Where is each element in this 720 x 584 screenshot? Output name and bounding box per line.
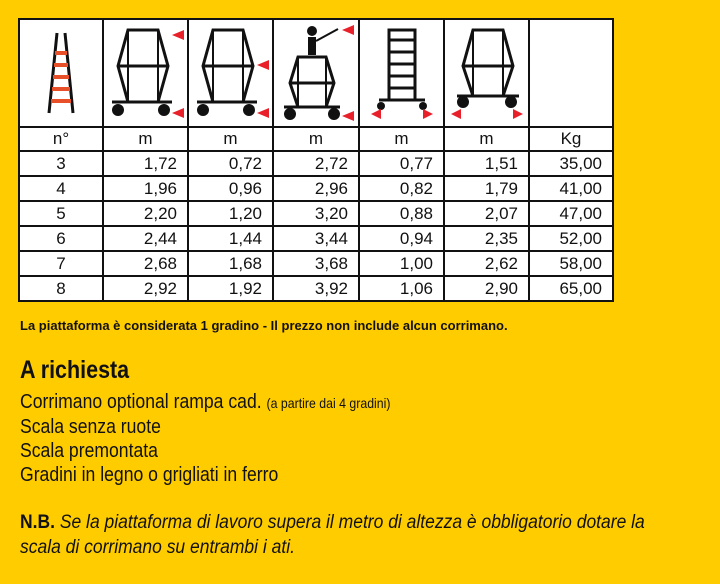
request-item: Gradini in legno o grigliati in ferro [20,464,279,486]
table-cell: 3,92 [273,276,359,301]
section-title: A richiesta [20,356,130,384]
table-cell: 41,00 [529,176,613,201]
table-cell: 7 [19,251,103,276]
nb-label: N.B. [20,512,55,533]
unit-header: m [188,127,273,151]
table-cell: 2,68 [103,251,188,276]
table-cell: 1,51 [444,151,529,176]
width-icon [367,26,437,120]
unit-header: m [444,127,529,151]
table-cell: 3,44 [273,226,359,251]
icon-row [19,19,613,127]
table-cell: 6 [19,226,103,251]
table-cell: 3,20 [273,201,359,226]
table-cell: 0,77 [359,151,444,176]
table-row [19,276,613,301]
request-item: Scala senza ruote [20,416,161,438]
table-cell: 65,00 [529,276,613,301]
table-row [19,251,613,276]
table-cell: 1,00 [359,251,444,276]
unit-row [19,127,613,151]
table-row [19,226,613,251]
table-cell: 35,00 [529,151,613,176]
table-cell: 0,94 [359,226,444,251]
working-height-icon [276,23,356,123]
table-cell: 58,00 [529,251,613,276]
total-height-icon [106,26,186,120]
table-cell: 0,72 [188,151,273,176]
request-item-label: Corrimano optional rampa cad. [20,391,262,413]
platform-height-icon [191,26,271,120]
table-note: La piattaforma è considerata 1 gradino - Il prezzo non include alcun corrimano. [20,318,508,333]
icon-cell [103,19,188,127]
table-row [19,151,613,176]
unit-header: m [359,127,444,151]
table-cell: 1,20 [188,201,273,226]
table-row [19,201,613,226]
table-cell: 2,90 [444,276,529,301]
table-cell: 3,68 [273,251,359,276]
table-cell: 2,07 [444,201,529,226]
icon-cell-blank [529,19,613,127]
table-cell: 2,44 [103,226,188,251]
table-cell: 2,72 [273,151,359,176]
unit-header: n° [19,127,103,151]
table-cell: 0,82 [359,176,444,201]
request-item [20,390,390,415]
icon-cell [359,19,444,127]
table-cell: 1,96 [103,176,188,201]
request-item-note: (a partire dai 4 gradini) [266,395,391,411]
table-cell: 52,00 [529,226,613,251]
spec-table [18,18,614,302]
request-item: Scala premontata [20,440,158,462]
table-cell: 1,68 [188,251,273,276]
table-cell: 2,35 [444,226,529,251]
steps-ladder-icon [41,31,81,115]
table-row [19,176,613,201]
unit-header: m [103,127,188,151]
table-cell: 1,44 [188,226,273,251]
table-cell: 1,72 [103,151,188,176]
table-cell: 5 [19,201,103,226]
table-cell: 4 [19,176,103,201]
nb-note [20,510,655,560]
unit-header: Kg [529,127,613,151]
table-cell: 1,79 [444,176,529,201]
icon-cell [19,19,103,127]
table-cell: 3 [19,151,103,176]
table-cell: 47,00 [529,201,613,226]
request-list [20,390,441,487]
icon-cell [188,19,273,127]
table-cell: 2,92 [103,276,188,301]
icon-cell [273,19,359,127]
nb-text: Se la piattaforma di lavoro supera il metro di altezza è obbligatorio dotare la scala di corrimano su entrambi i ati. [20,512,645,558]
table-cell: 1,06 [359,276,444,301]
depth-icon [447,26,527,120]
table-cell: 2,20 [103,201,188,226]
unit-header: m [273,127,359,151]
table-cell: 2,96 [273,176,359,201]
table-cell: 0,88 [359,201,444,226]
table-cell: 1,92 [188,276,273,301]
table-cell: 2,62 [444,251,529,276]
table-cell: 8 [19,276,103,301]
icon-cell [444,19,529,127]
table-cell: 0,96 [188,176,273,201]
